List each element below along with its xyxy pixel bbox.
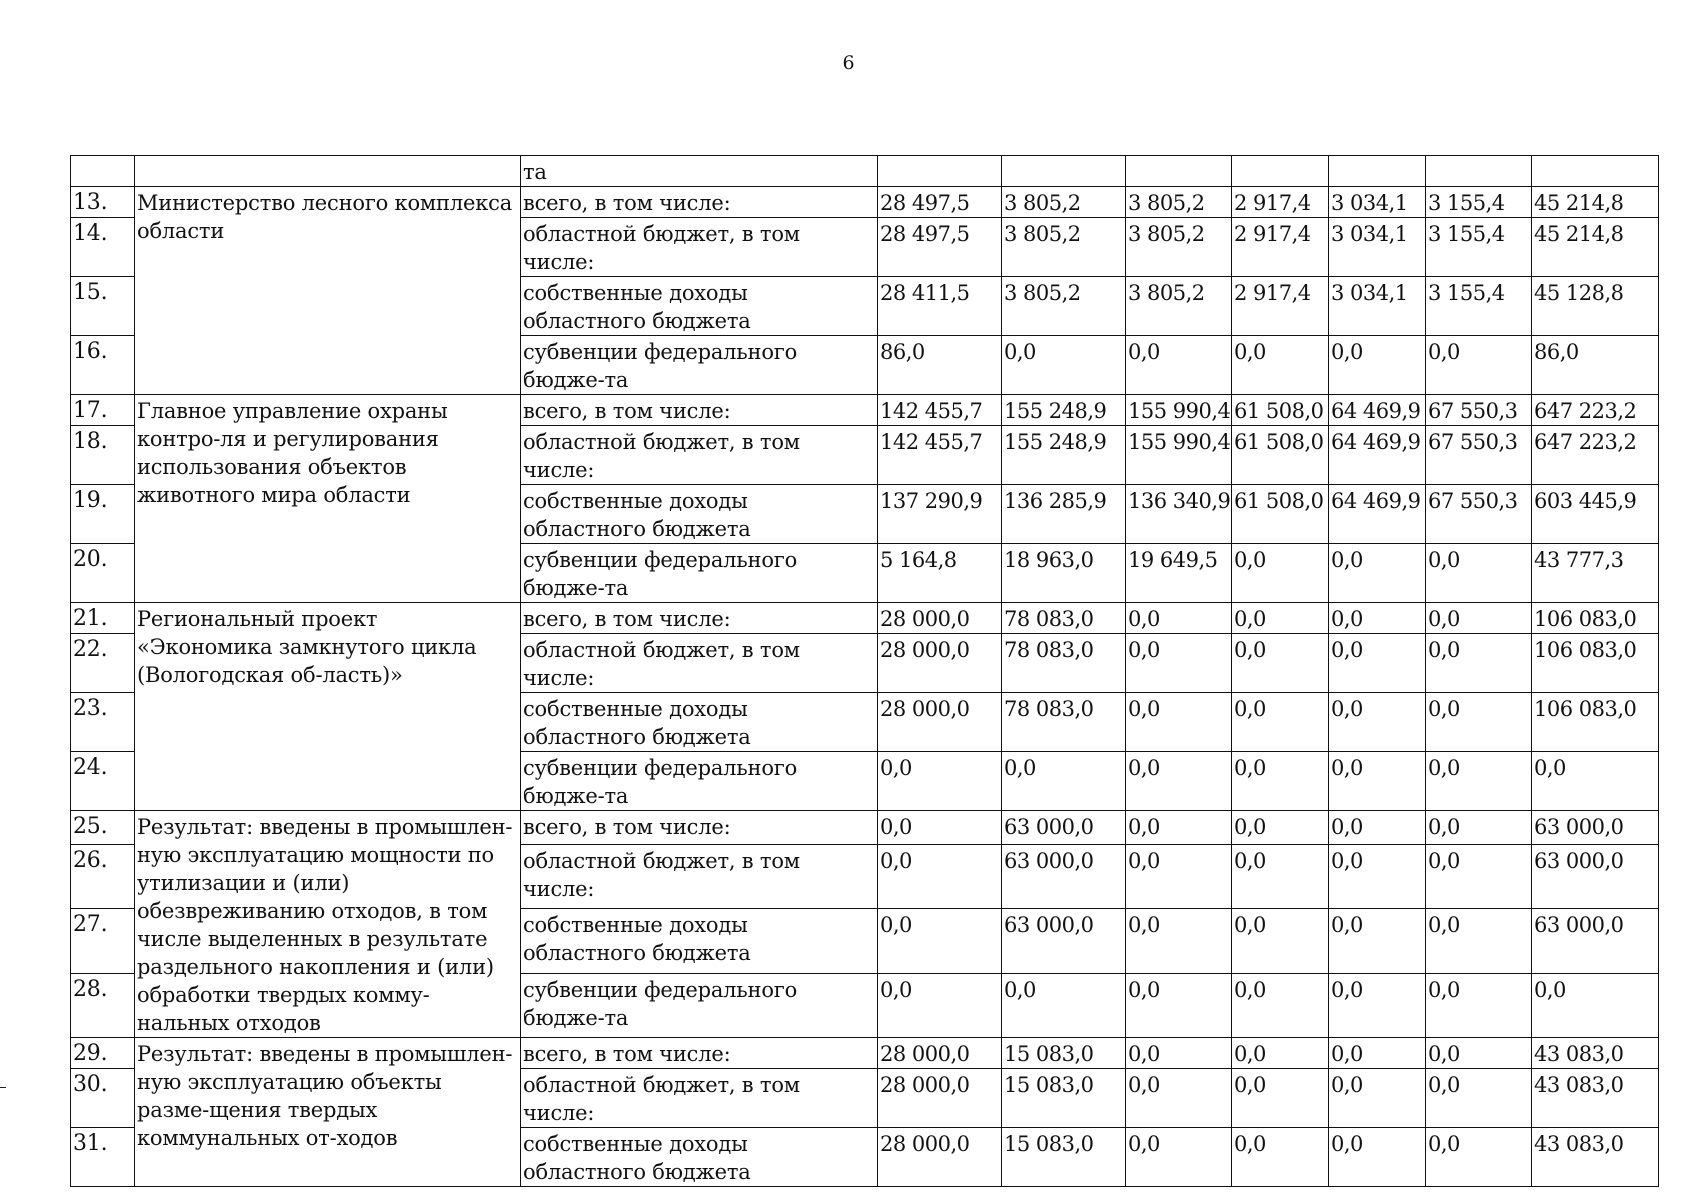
value-cell [1329,156,1426,187]
funding-source-cell: областной бюджет, в том числе: [521,1069,878,1128]
value-cell: 0,0 [1329,909,1426,973]
table-row [71,1038,1659,1069]
row-number-cell: 24. [71,752,135,811]
value-cell: 28 497,5 [878,218,1002,277]
value-cell: 0,0 [878,973,1002,1037]
value-cell: 78 083,0 [1002,603,1126,634]
total-value-cell: 45 214,8 [1532,218,1659,277]
funding-source-cell: областной бюджет, в том числе: [521,218,878,277]
group-name-cell: Региональный проект «Экономика замкнутого цикла (Вологодская об-ласть)» [135,603,521,811]
value-cell: 64 469,9 [1329,485,1426,544]
value-cell: 142 455,7 [878,426,1002,485]
value-cell: 0,0 [1426,1038,1532,1069]
group-name-cell: Главное управление охраны контро-ля и регулирования использования объектов животного мира области [135,395,521,603]
value-cell: 0,0 [1329,634,1426,693]
value-cell: 63 000,0 [1002,811,1126,845]
row-number-cell: 18. [71,426,135,485]
value-cell: 28 411,5 [878,277,1002,336]
funding-source-cell: областной бюджет, в том числе: [521,426,878,485]
total-value-cell: 63 000,0 [1532,811,1659,845]
value-cell: 3 805,2 [1126,277,1232,336]
value-cell: 0,0 [1002,973,1126,1037]
total-value-cell: 45 128,8 [1532,277,1659,336]
value-cell: 0,0 [1126,1069,1232,1128]
value-cell: 3 155,4 [1426,218,1532,277]
value-cell: 0,0 [1126,973,1232,1037]
row-number-cell: 21. [71,603,135,634]
row-number-cell [71,156,135,187]
value-cell: 0,0 [1126,811,1232,845]
value-cell: 0,0 [1426,973,1532,1037]
total-value-cell: 43 083,0 [1532,1038,1659,1069]
funding-source-cell: областной бюджет, в том числе: [521,634,878,693]
value-cell: 0,0 [878,844,1002,908]
value-cell: 3 034,1 [1329,187,1426,218]
value-cell: 0,0 [1126,1038,1232,1069]
total-value-cell: 647 223,2 [1532,426,1659,485]
value-cell: 0,0 [1232,811,1329,845]
value-cell: 63 000,0 [1002,844,1126,908]
value-cell: 67 550,3 [1426,485,1532,544]
funding-source-cell: собственные доходы областного бюджета [521,277,878,336]
funding-source-cell: всего, в том числе: [521,187,878,218]
value-cell: 0,0 [1126,336,1232,395]
row-number-cell: 14. [71,218,135,277]
value-cell: 18 963,0 [1002,544,1126,603]
value-cell: 136 340,9 [1126,485,1232,544]
row-number-cell: 30. [71,1069,135,1128]
group-name-cell: Министерство лесного комплекса области [135,187,521,395]
value-cell: 0,0 [1426,752,1532,811]
value-cell: 0,0 [1329,1128,1426,1187]
value-cell: 3 034,1 [1329,277,1426,336]
funding-source-cell: всего, в том числе: [521,603,878,634]
value-cell [1002,156,1126,187]
value-cell: 0,0 [1232,752,1329,811]
value-cell: 0,0 [1426,811,1532,845]
value-cell: 67 550,3 [1426,426,1532,485]
value-cell: 0,0 [1426,544,1532,603]
value-cell: 3 805,2 [1126,218,1232,277]
value-cell: 61 508,0 [1232,485,1329,544]
value-cell: 0,0 [1329,752,1426,811]
value-cell: 155 248,9 [1002,426,1126,485]
total-value-cell: 603 445,9 [1532,485,1659,544]
value-cell: 0,0 [1329,1069,1426,1128]
total-value-cell: 43 083,0 [1532,1128,1659,1187]
value-cell: 0,0 [1329,693,1426,752]
value-cell: 0,0 [1426,603,1532,634]
row-number-cell: 26. [71,844,135,908]
value-cell: 0,0 [1426,634,1532,693]
value-cell [1126,156,1232,187]
value-cell: 155 990,4 [1126,395,1232,426]
value-cell [1232,156,1329,187]
value-cell: 0,0 [1232,1069,1329,1128]
value-cell: 0,0 [1329,811,1426,845]
value-cell: 142 455,7 [878,395,1002,426]
value-cell: 0,0 [1232,336,1329,395]
value-cell: 0,0 [1329,1038,1426,1069]
funding-source-cell: всего, в том числе: [521,1038,878,1069]
value-cell: 0,0 [1426,1128,1532,1187]
funding-source-cell: субвенции федерального бюдже-та [521,752,878,811]
value-cell: 28 000,0 [878,1069,1002,1128]
value-cell: 64 469,9 [1329,395,1426,426]
total-value-cell: 106 083,0 [1532,693,1659,752]
value-cell: 0,0 [1329,973,1426,1037]
value-cell: 0,0 [1426,693,1532,752]
value-cell: 3 805,2 [1126,187,1232,218]
value-cell: 0,0 [1232,844,1329,908]
funding-source-cell: всего, в том числе: [521,395,878,426]
total-value-cell: 647 223,2 [1532,395,1659,426]
value-cell: 0,0 [1232,693,1329,752]
value-cell: 2 917,4 [1232,277,1329,336]
value-cell: 0,0 [878,752,1002,811]
value-cell: 2 917,4 [1232,187,1329,218]
funding-source-cell: субвенции федерального бюдже-та [521,544,878,603]
value-cell: 0,0 [1232,909,1329,973]
funding-source-cell: всего, в том числе: [521,811,878,845]
total-value-cell: 86,0 [1532,336,1659,395]
group-name-cell [135,156,521,187]
value-cell: 28 000,0 [878,634,1002,693]
row-number-cell: 23. [71,693,135,752]
funding-source-cell: собственные доходы областного бюджета [521,909,878,973]
value-cell: 78 083,0 [1002,693,1126,752]
value-cell: 78 083,0 [1002,634,1126,693]
row-number-cell: 19. [71,485,135,544]
funding-source-cell: областной бюджет, в том числе: [521,844,878,908]
funding-source-cell: субвенции федерального бюдже-та [521,973,878,1037]
total-value-cell: 0,0 [1532,973,1659,1037]
row-number-cell: 22. [71,634,135,693]
value-cell: 0,0 [1002,752,1126,811]
total-value-cell: 63 000,0 [1532,909,1659,973]
value-cell: 2 917,4 [1232,218,1329,277]
value-cell: 3 805,2 [1002,277,1126,336]
value-cell: 86,0 [878,336,1002,395]
value-cell: 28 000,0 [878,1038,1002,1069]
value-cell: 15 083,0 [1002,1128,1126,1187]
total-value-cell: 0,0 [1532,752,1659,811]
value-cell: 0,0 [1426,1069,1532,1128]
value-cell: 0,0 [1232,1038,1329,1069]
value-cell: 0,0 [1232,634,1329,693]
value-cell: 28 000,0 [878,693,1002,752]
value-cell: 0,0 [1126,603,1232,634]
value-cell: 61 508,0 [1232,426,1329,485]
budget-table-body [71,156,1659,1187]
row-number-cell: 17. [71,395,135,426]
total-value-cell: 45 214,8 [1532,187,1659,218]
value-cell: 0,0 [1329,844,1426,908]
value-cell: 0,0 [1426,909,1532,973]
margin-tick-mark [0,1087,6,1088]
value-cell: 0,0 [878,811,1002,845]
table-row [71,395,1659,426]
value-cell: 15 083,0 [1002,1038,1126,1069]
value-cell: 5 164,8 [878,544,1002,603]
budget-table [70,155,1659,1187]
value-cell: 0,0 [1232,1128,1329,1187]
value-cell: 0,0 [1232,603,1329,634]
value-cell: 0,0 [1426,336,1532,395]
table-row [71,187,1659,218]
row-number-cell: 15. [71,277,135,336]
group-name-cell: Результат: введены в промышлен-ную эксплуатацию объекты разме-щения твердых коммунальных от-ходов [135,1038,521,1187]
value-cell: 137 290,9 [878,485,1002,544]
row-number-cell: 25. [71,811,135,845]
value-cell: 3 805,2 [1002,218,1126,277]
total-value-cell: 63 000,0 [1532,844,1659,908]
value-cell: 155 990,4 [1126,426,1232,485]
value-cell: 0,0 [1126,752,1232,811]
value-cell: 0,0 [1126,844,1232,908]
value-cell: 3 805,2 [1002,187,1126,218]
table-row [71,811,1659,845]
value-cell: 0,0 [1329,544,1426,603]
table-row [71,603,1659,634]
value-cell: 0,0 [1126,634,1232,693]
value-cell [1532,156,1659,187]
value-cell: 3 034,1 [1329,218,1426,277]
page-number: 6 [842,52,855,74]
value-cell: 136 285,9 [1002,485,1126,544]
total-value-cell: 106 083,0 [1532,603,1659,634]
funding-source-cell: собственные доходы областного бюджета [521,693,878,752]
value-cell: 0,0 [1329,603,1426,634]
row-number-cell: 28. [71,973,135,1037]
row-number-cell: 16. [71,336,135,395]
total-value-cell: 106 083,0 [1532,634,1659,693]
value-cell: 0,0 [1232,544,1329,603]
value-cell: 61 508,0 [1232,395,1329,426]
value-cell [878,156,1002,187]
value-cell: 0,0 [1232,973,1329,1037]
total-value-cell: 43 777,3 [1532,544,1659,603]
funding-source-cell: собственные доходы областного бюджета [521,485,878,544]
funding-source-cell: собственные доходы областного бюджета [521,1128,878,1187]
value-cell: 0,0 [1126,693,1232,752]
value-cell [1426,156,1532,187]
value-cell: 64 469,9 [1329,426,1426,485]
value-cell: 155 248,9 [1002,395,1126,426]
continuation-row [71,156,1659,187]
group-name-cell: Результат: введены в промышлен-ную эксплуатацию мощности по утилизации и (или) обезвреживанию отходов, в том числе выделенных в результате раздельного накопления и (или) обработки твердых комму-нальных отходов [135,811,521,1038]
value-cell: 3 155,4 [1426,187,1532,218]
value-cell: 19 649,5 [1126,544,1232,603]
value-cell: 0,0 [1426,844,1532,908]
value-cell: 0,0 [878,909,1002,973]
value-cell: 0,0 [1329,336,1426,395]
value-cell: 0,0 [1002,336,1126,395]
value-cell: 15 083,0 [1002,1069,1126,1128]
total-value-cell: 43 083,0 [1532,1069,1659,1128]
row-number-cell: 13. [71,187,135,218]
row-number-cell: 29. [71,1038,135,1069]
value-cell: 63 000,0 [1002,909,1126,973]
value-cell: 3 155,4 [1426,277,1532,336]
value-cell: 0,0 [1126,1128,1232,1187]
funding-source-cell: та [521,156,878,187]
row-number-cell: 31. [71,1128,135,1187]
value-cell: 28 000,0 [878,1128,1002,1187]
funding-source-cell: субвенции федерального бюдже-та [521,336,878,395]
value-cell: 28 497,5 [878,187,1002,218]
row-number-cell: 27. [71,909,135,973]
value-cell: 28 000,0 [878,603,1002,634]
value-cell: 0,0 [1126,909,1232,973]
value-cell: 67 550,3 [1426,395,1532,426]
row-number-cell: 20. [71,544,135,603]
